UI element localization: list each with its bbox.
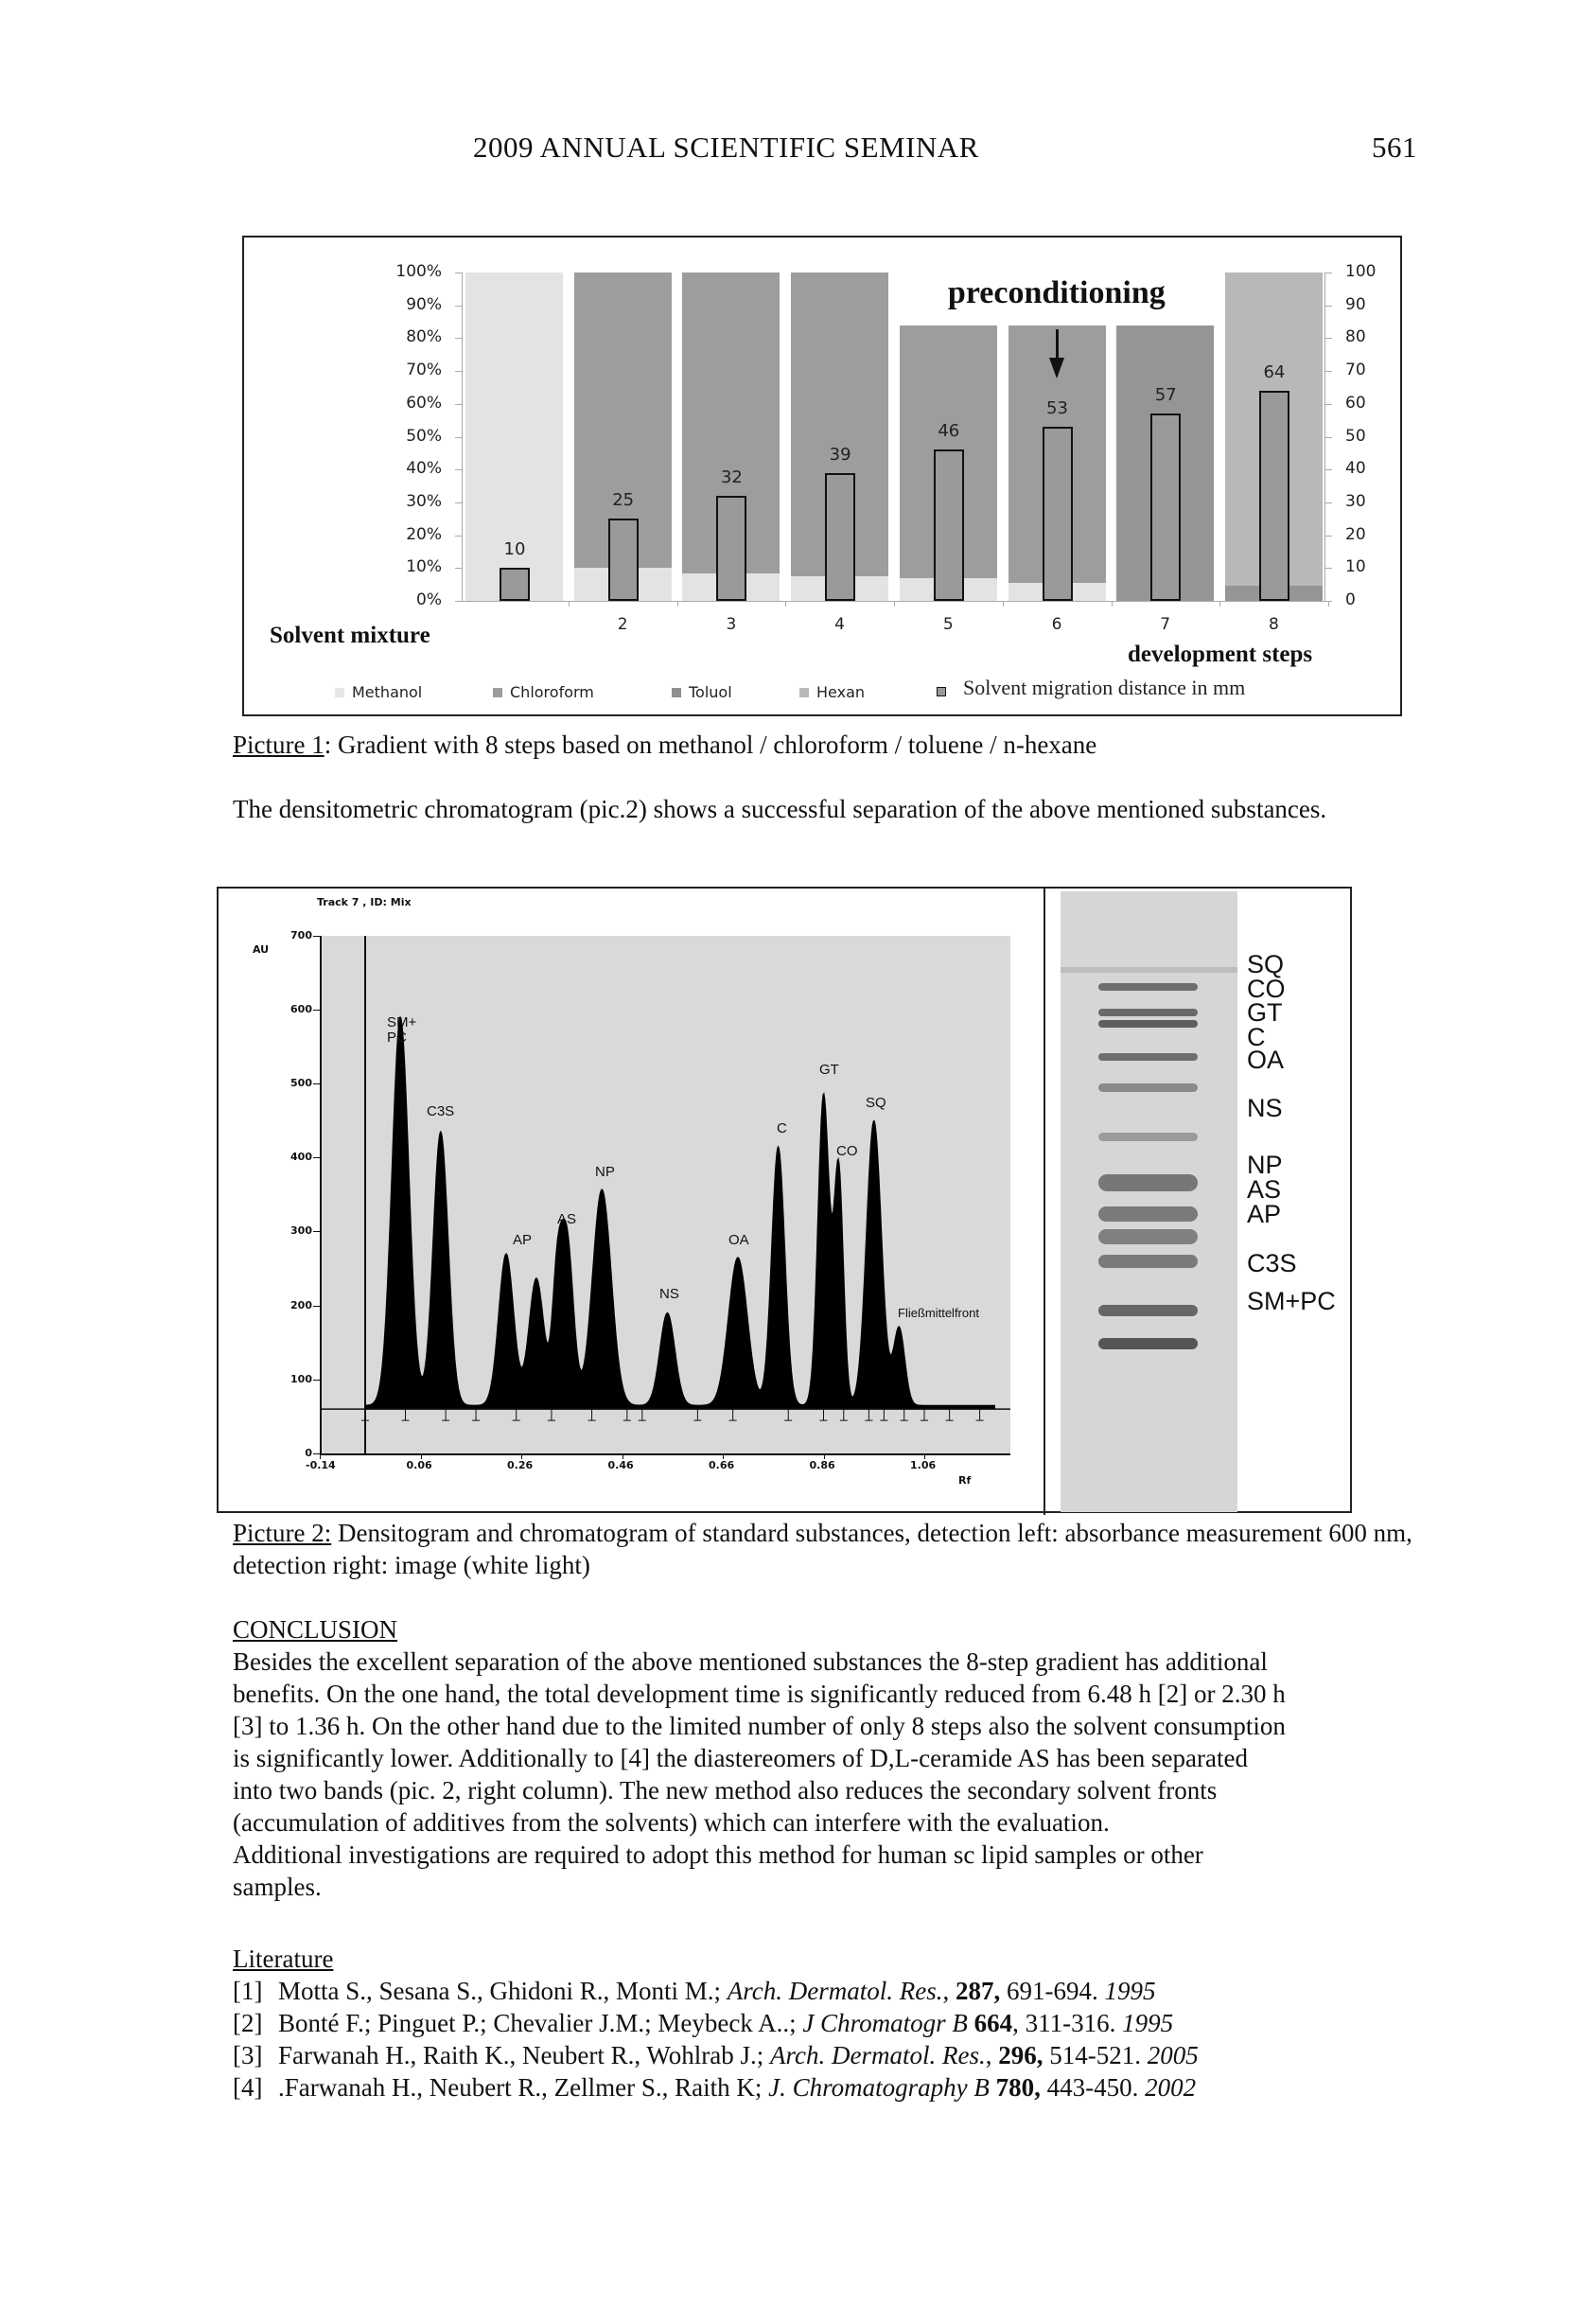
reference-pages: 443-450. <box>1040 2073 1146 2102</box>
y-tick-label-left: 0% <box>416 590 442 609</box>
migration-distance-value: 64 <box>1263 361 1286 382</box>
tlc-band <box>1098 1338 1198 1349</box>
conclusion-line: benefits. On the one hand, the total development time is significantly reduced from 6.48 h [2] or 2.30 h <box>233 1680 1286 1708</box>
peak-label: NS <box>659 1286 679 1302</box>
tlc-band <box>1098 1133 1198 1141</box>
peak-area <box>365 1017 995 1409</box>
figure-2-caption-text: Densitogram and chromatogram of standard substances, detection left: absorbance measurement 600 nm, detection right: image (white light) <box>233 1519 1412 1579</box>
conclusion-line: Additional investigations are required to adopt this method for human sc lipid samples or other <box>233 1840 1203 1869</box>
peak-label: C <box>777 1120 787 1136</box>
peak-label: SM+ <box>387 1014 417 1030</box>
tlc-band <box>1098 1053 1198 1061</box>
integration-marker <box>820 1409 828 1420</box>
figure-2-densitogram-and-plate <box>217 887 1352 1513</box>
reference-sep: , <box>942 1977 956 2005</box>
reference-journal: Arch. Dermatol. Res. <box>727 1977 943 2005</box>
figure-1-caption-text: : Gradient with 8 steps based on methanol / chloroform / toluene / n-hexane <box>324 731 1097 759</box>
figure-divider <box>1044 889 1045 1515</box>
y-tick-label-left: 20% <box>406 524 442 544</box>
y-tick-label-right: 70 <box>1345 361 1366 380</box>
reference-year: 2002 <box>1145 2073 1197 2102</box>
reference-year: 1995 <box>1104 1977 1156 2005</box>
y-tick-label: 500 <box>290 1077 312 1089</box>
category-label: 6 <box>1051 615 1062 634</box>
conclusion-body <box>233 1646 1463 1903</box>
conclusion-line: Besides the excellent separation of the above mentioned substances the 8-step gradient has additional <box>233 1647 1268 1676</box>
tlc-band <box>1098 1174 1198 1191</box>
tlc-band <box>1098 983 1198 991</box>
y-tick-label-right: 90 <box>1345 294 1366 314</box>
y-axis-unit: AU <box>253 943 270 956</box>
x-axis-unit: Rf <box>958 1474 972 1487</box>
reference-pages: 691-694. <box>1000 1977 1105 2005</box>
y-tick-label-left: 10% <box>406 557 442 577</box>
conclusion-line: into two bands (pic. 2, right column). The new method also reduces the secondary solvent fronts <box>233 1776 1218 1804</box>
track-label: Track 7 , ID: Mix <box>317 896 412 908</box>
y-tick-label-right: 80 <box>1345 327 1366 347</box>
conclusion-line: [3] to 1.36 h. On the other hand due to the limited number of only 8 steps also the solvent consumption <box>233 1712 1286 1740</box>
reference-journal: J Chromatogr B <box>802 2009 968 2037</box>
plate-band-label: NS <box>1247 1094 1283 1122</box>
reference-item <box>233 2007 1199 2039</box>
integration-marker <box>840 1409 848 1420</box>
development-steps-label: development steps <box>1128 642 1313 667</box>
integration-marker <box>623 1409 631 1420</box>
reference-journal: Arch. Dermatol. Res. <box>770 2041 986 2069</box>
category-label: 7 <box>1160 615 1171 634</box>
x-tick-label: 0.66 <box>709 1459 735 1471</box>
reference-volume: 296, <box>998 2041 1044 2069</box>
integration-marker <box>513 1409 520 1420</box>
page-number: 561 <box>1372 131 1417 164</box>
figure-2-content <box>2 2 1596 1611</box>
solvent-mixture-label: Solvent mixture <box>270 623 430 648</box>
peak-label: CO <box>836 1143 858 1159</box>
y-tick-label-left: 30% <box>406 491 442 511</box>
plate-band-label: AS <box>1247 1175 1282 1204</box>
integration-marker <box>472 1409 480 1420</box>
tlc-band <box>1098 1305 1198 1316</box>
x-tick-label: 0.06 <box>406 1459 432 1471</box>
reference-number: [4] <box>233 2073 263 2102</box>
tlc-band <box>1098 1206 1198 1222</box>
tlc-band <box>1098 1020 1198 1028</box>
tlc-band <box>1098 1009 1198 1016</box>
y-tick-label-right: 20 <box>1345 524 1366 544</box>
migration-distance-value: 10 <box>503 539 526 560</box>
migration-distance-value: 32 <box>720 466 743 487</box>
x-tick-label: 0.26 <box>507 1459 534 1471</box>
reference-list <box>233 1975 1199 2104</box>
reference-item <box>233 2071 1199 2104</box>
solvent-front-line <box>1061 967 1237 973</box>
migration-distance-value: 25 <box>612 490 635 511</box>
category-label: 5 <box>942 615 954 634</box>
y-tick-label-right: 100 <box>1345 262 1377 281</box>
y-tick-label: 300 <box>290 1224 312 1238</box>
reference-sep: , <box>985 2041 999 2069</box>
integration-marker <box>901 1409 908 1420</box>
journal-title: 2009 ANNUAL SCIENTIFIC SEMINAR <box>473 131 979 164</box>
literature-heading: Literature <box>233 1945 334 1973</box>
y-tick-label-left: 80% <box>406 327 442 347</box>
plate-band-label: CO <box>1247 975 1286 1003</box>
conclusion-line: (accumulation of additives from the solvents) which can interfere with the evaluation. <box>233 1808 1110 1837</box>
integration-marker <box>729 1409 737 1420</box>
category-label: 3 <box>726 615 737 634</box>
reference-authors: .Farwanah H., Neubert R., Zellmer S., Raith K; <box>278 2073 769 2102</box>
peak-label: C3S <box>427 1103 455 1119</box>
category-label: 8 <box>1268 615 1279 634</box>
legend-label: Toluol <box>689 683 732 701</box>
conclusion-heading: CONCLUSION <box>233 1615 398 1644</box>
reference-number: [1] <box>233 1977 263 2005</box>
reference-pages: , 311-316. <box>1012 2009 1123 2037</box>
reference-year: 2005 <box>1147 2041 1199 2069</box>
peak-label: PC <box>387 1030 407 1046</box>
y-tick-label-left: 60% <box>406 393 442 413</box>
integration-marker <box>361 1409 369 1420</box>
migration-distance-value: 53 <box>1046 398 1068 419</box>
tlc-band <box>1098 1083 1198 1092</box>
plate-band-label: C3S <box>1247 1249 1297 1277</box>
peak-label: AP <box>513 1232 533 1248</box>
integration-marker <box>548 1409 555 1420</box>
reference-volume: 780, <box>995 2073 1041 2102</box>
reference-item <box>233 1975 1199 2007</box>
reference-number: [2] <box>233 2009 263 2037</box>
x-tick-label: 0.46 <box>607 1459 634 1471</box>
x-tick-label: 1.06 <box>910 1459 937 1471</box>
tlc-band <box>1098 1229 1198 1244</box>
plate-band-label: OA <box>1247 1046 1285 1074</box>
integration-marker <box>402 1409 410 1420</box>
integration-marker <box>442 1409 449 1420</box>
y-tick-label: 600 <box>290 1002 312 1015</box>
integration-marker <box>865 1409 872 1420</box>
preconditioning-label: preconditioning <box>898 269 1216 326</box>
peak-label: NP <box>595 1164 615 1180</box>
y-tick-label: 400 <box>290 1151 312 1164</box>
category-label: 2 <box>617 615 628 634</box>
y-tick-label-right: 10 <box>1345 557 1366 577</box>
integration-marker <box>946 1409 954 1420</box>
migration-distance-value: 57 <box>1154 385 1177 406</box>
x-tick-label: 0.86 <box>809 1459 835 1471</box>
peak-label: AS <box>557 1211 577 1227</box>
reference-volume: 664 <box>973 2009 1013 2037</box>
y-tick-label-right: 60 <box>1345 393 1366 413</box>
plate-band-label: NP <box>1247 1151 1283 1179</box>
integration-marker <box>639 1409 646 1420</box>
y-tick-label: 700 <box>290 928 312 942</box>
x-tick-label: -0.14 <box>306 1459 336 1471</box>
reference-item <box>233 2039 1199 2071</box>
figure-1-caption-label: Picture 1 <box>233 731 324 759</box>
front-label: Fließmittelfront <box>898 1306 979 1320</box>
y-tick-label: 200 <box>290 1298 312 1311</box>
conclusion-section <box>233 1613 1463 1903</box>
integration-marker <box>921 1409 928 1420</box>
conclusion-line: is significantly lower. Additionally to [4] the diastereomers of D,L-ceramide AS has been separated <box>233 1744 1248 1772</box>
reference-sep <box>968 2009 974 2037</box>
reference-pages: 514-521. <box>1043 2041 1148 2069</box>
y-tick-label-right: 50 <box>1345 426 1366 446</box>
peak-label: GT <box>819 1062 839 1078</box>
reference-sep <box>990 2073 996 2102</box>
integration-marker <box>693 1409 701 1420</box>
legend-label: Chloroform <box>510 683 594 701</box>
tlc-plate-image <box>1061 891 1237 1512</box>
densitogram-trace <box>2 2 1596 1611</box>
y-tick-label-left: 90% <box>406 294 442 314</box>
integration-marker <box>588 1409 596 1420</box>
intro-paragraph: The densitometric chromatogram (pic.2) shows a successful separation of the above mentioned substances. <box>233 795 1327 823</box>
plate-band-label: GT <box>1247 998 1283 1027</box>
reference-journal: J. Chromatography B <box>768 2073 990 2102</box>
figure-2-caption <box>233 1517 1415 1581</box>
y-tick-label-left: 100% <box>395 262 442 281</box>
figure-2-caption-label: Picture 2: <box>233 1519 332 1547</box>
y-tick-label: 100 <box>290 1372 312 1385</box>
y-tick-label-right: 30 <box>1345 491 1366 511</box>
reference-volume: 287, <box>956 1977 1001 2005</box>
y-tick-label-left: 70% <box>406 361 442 380</box>
tlc-band <box>1098 1255 1198 1268</box>
y-tick-label: 0 <box>305 1447 312 1459</box>
y-tick-label-left: 50% <box>406 426 442 446</box>
literature-section <box>233 1943 1199 2104</box>
legend-label: Hexan <box>816 683 866 701</box>
plate-band-label: AP <box>1247 1200 1282 1228</box>
migration-distance-value: 46 <box>938 421 960 442</box>
category-label: 4 <box>834 615 845 634</box>
y-tick-label-left: 40% <box>406 459 442 479</box>
y-tick-label-right: 40 <box>1345 459 1366 479</box>
reference-authors: Motta S., Sesana S., Ghidoni R., Monti M.; <box>278 1977 728 2005</box>
peak-label: SQ <box>866 1095 886 1111</box>
legend-label: Methanol <box>352 683 423 701</box>
integration-marker <box>880 1409 887 1420</box>
reference-number: [3] <box>233 2041 263 2069</box>
reference-year: 1995 <box>1122 2009 1174 2037</box>
integration-marker <box>976 1409 984 1420</box>
plate-band-label: SQ <box>1247 950 1285 978</box>
reference-authors: Farwanah H., Raith K., Neubert R., Wohlrab J.; <box>278 2041 770 2069</box>
legend-label: Solvent migration distance in mm <box>963 676 1246 699</box>
plate-band-label: SM+PC <box>1247 1287 1336 1315</box>
plate-band-label: C <box>1247 1023 1266 1051</box>
peak-label: OA <box>728 1232 749 1248</box>
integration-marker <box>784 1409 792 1420</box>
migration-distance-value: 39 <box>829 444 851 465</box>
y-tick-label-right: 0 <box>1345 590 1356 609</box>
conclusion-line: samples. <box>233 1873 322 1901</box>
reference-authors: Bonté F.; Pinguet P.; Chevalier J.M.; Meybeck A..; <box>278 2009 803 2037</box>
